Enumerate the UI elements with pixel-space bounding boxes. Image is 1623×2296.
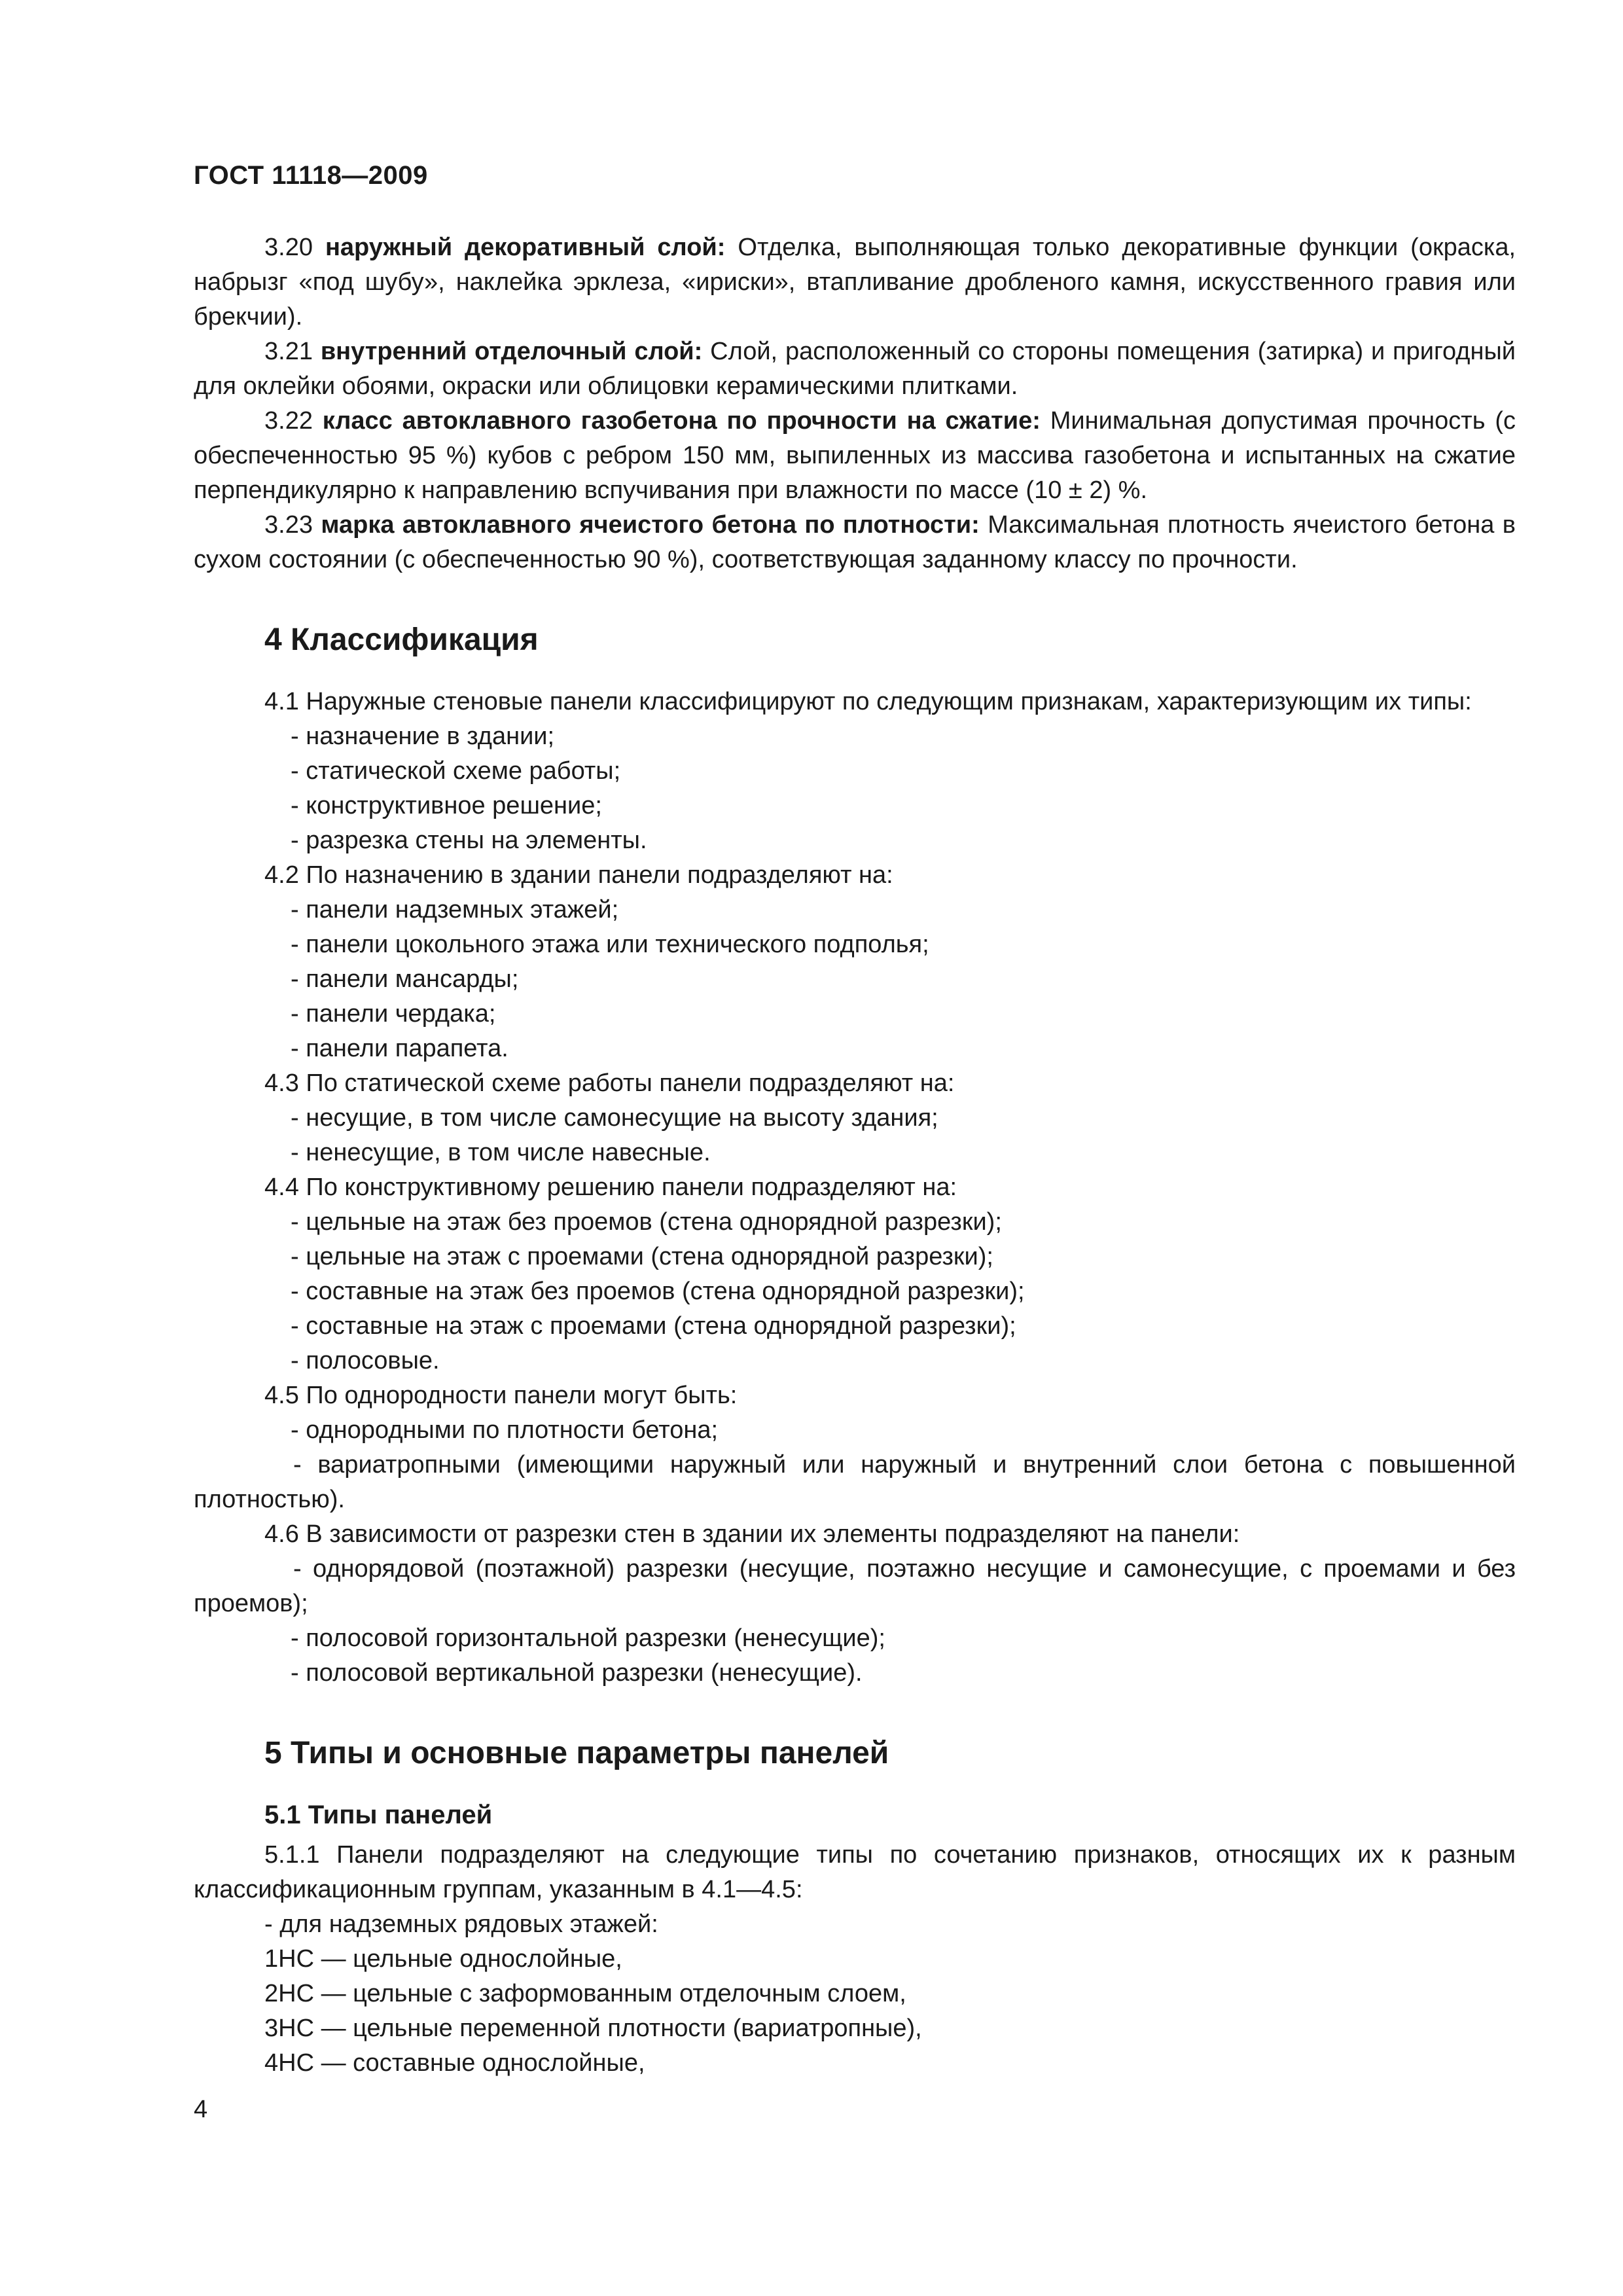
list-item: - полосовой горизонтальной разрезки (ненесущие); bbox=[291, 1624, 885, 1652]
list-item: - разрезка стены на элементы. bbox=[291, 827, 647, 854]
definition-number: 3.20 bbox=[264, 234, 313, 261]
list-item: - ненесущие, в том числе навесные. bbox=[291, 1139, 711, 1166]
list-item: - полосовой вертикальной разрезки (ненесущие). bbox=[291, 1659, 863, 1687]
list-item: - панели цокольного этажа или технического подполья; bbox=[291, 931, 929, 958]
list-item: - составные на этаж с проемами (стена однорядной разрезки); bbox=[291, 1312, 1016, 1340]
definition-3-21 bbox=[194, 334, 1516, 404]
paragraph-4-5: 4.5 По однородности панели могут быть: bbox=[264, 1382, 738, 1409]
panel-type-item: 2НС — цельные с заформованным отделочным слоем, bbox=[264, 1980, 906, 2007]
section-5-heading: 5 Типы и основные параметры панелей bbox=[264, 1736, 889, 1770]
definition-number: 3.21 bbox=[264, 338, 313, 365]
section-4-heading: 4 Классификация bbox=[264, 622, 539, 657]
panel-type-item: 1НС — цельные однослойные, bbox=[264, 1945, 622, 1973]
list-item: - конструктивное решение; bbox=[291, 792, 602, 819]
paragraph-4-2: 4.2 По назначению в здании панели подразделяют на: bbox=[264, 861, 893, 889]
definition-text: Слой, расположенный со стороны помещения (затирка) и пригодный для оклейки обоями, окраски или облицовки керамическими плитками. bbox=[194, 338, 1516, 400]
list-item: - панели парапета. bbox=[291, 1035, 508, 1062]
paragraph-5-1-1: 5.1.1 Панели подразделяют на следующие типы по сочетанию признаков, относящих их к разным классификационным группам, указанным в 4.1—4.5: bbox=[194, 1841, 1516, 1903]
definition-3-20 bbox=[194, 230, 1516, 334]
document-header: ГОСТ 11118—2009 bbox=[194, 161, 428, 190]
definition-term: класс автоклавного газобетона по прочности на сжатие: bbox=[322, 407, 1041, 435]
list-item: - панели надземных этажей; bbox=[291, 896, 619, 924]
list-item: - панели мансарды; bbox=[291, 965, 519, 993]
definition-term: наружный декоративный слой: bbox=[325, 234, 726, 261]
list-item: - вариатропными (имеющими наружный или наружный и внутренний слои бетона с повышенной плотностью). bbox=[194, 1451, 1516, 1513]
list-item: - назначение в здании; bbox=[291, 723, 555, 750]
paragraph-4-6: 4.6 В зависимости от разрезки стен в здании их элементы подразделяют на панели: bbox=[264, 1520, 1240, 1548]
list-item: - полосовые. bbox=[291, 1347, 440, 1374]
group-label: - для надземных рядовых этажей: bbox=[264, 1910, 658, 1938]
definition-text: Минимальная допустимая прочность (с обеспеченностью 95 %) кубов с ребром 150 мм, выпиленных из массива газобетона и испытанных на сжатие перпендикулярно к направлению вспучивания при влажности по массе (10 ± 2) %. bbox=[194, 407, 1516, 504]
definition-number: 3.23 bbox=[264, 511, 313, 539]
list-item: - статической схеме работы; bbox=[291, 757, 621, 785]
list-item: - цельные на этаж без проемов (стена однорядной разрезки); bbox=[291, 1208, 1002, 1236]
paragraph-4-4: 4.4 По конструктивному решению панели подразделяют на: bbox=[264, 1174, 957, 1201]
definition-3-23 bbox=[194, 508, 1516, 577]
paragraph-4-3: 4.3 По статической схеме работы панели подразделяют на: bbox=[264, 1069, 955, 1097]
subsection-5-1-heading: 5.1 Типы панелей bbox=[264, 1801, 493, 1829]
definition-text: Максимальная плотность ячеистого бетона в сухом состоянии (с обеспеченностью 90 %), соответствующая заданному классу по прочности. bbox=[194, 511, 1516, 573]
definition-text: Отделка, выполняющая только декоративные функции (окраска, набрызг «под шубу», наклейка эрклеза, «ириски», втапливание дробленого камня, искусственного гравия или брекчии). bbox=[194, 234, 1516, 331]
paragraph-4-1: 4.1 Наружные стеновые панели классифицируют по следующим признакам, характеризующим их типы: bbox=[264, 688, 1472, 715]
definition-term: марка автоклавного ячеистого бетона по плотности: bbox=[321, 511, 980, 539]
list-item: - составные на этаж без проемов (стена однорядной разрезки); bbox=[291, 1278, 1025, 1305]
panel-type-item: 3НС — цельные переменной плотности (вариатропные), bbox=[264, 2015, 922, 2042]
list-item: - однородными по плотности бетона; bbox=[291, 1416, 719, 1444]
list-item: - несущие, в том числе самонесущие на высоту здания; bbox=[291, 1104, 938, 1132]
page-content bbox=[194, 230, 1516, 2081]
panel-type-item: 4НС — составные однослойные, bbox=[264, 2049, 645, 2077]
definition-term: внутренний отделочный слой: bbox=[320, 338, 703, 365]
definition-number: 3.22 bbox=[264, 407, 313, 435]
list-item: - однорядовой (поэтажной) разрезки (несущие, поэтажно несущие и самонесущие, с проемами и без проемов); bbox=[194, 1555, 1516, 1617]
list-item: - панели чердака; bbox=[291, 1000, 496, 1028]
list-item: - цельные на этаж с проемами (стена однорядной разрезки); bbox=[291, 1243, 993, 1270]
definition-3-22 bbox=[194, 404, 1516, 508]
page-number: 4 bbox=[194, 2096, 208, 2123]
